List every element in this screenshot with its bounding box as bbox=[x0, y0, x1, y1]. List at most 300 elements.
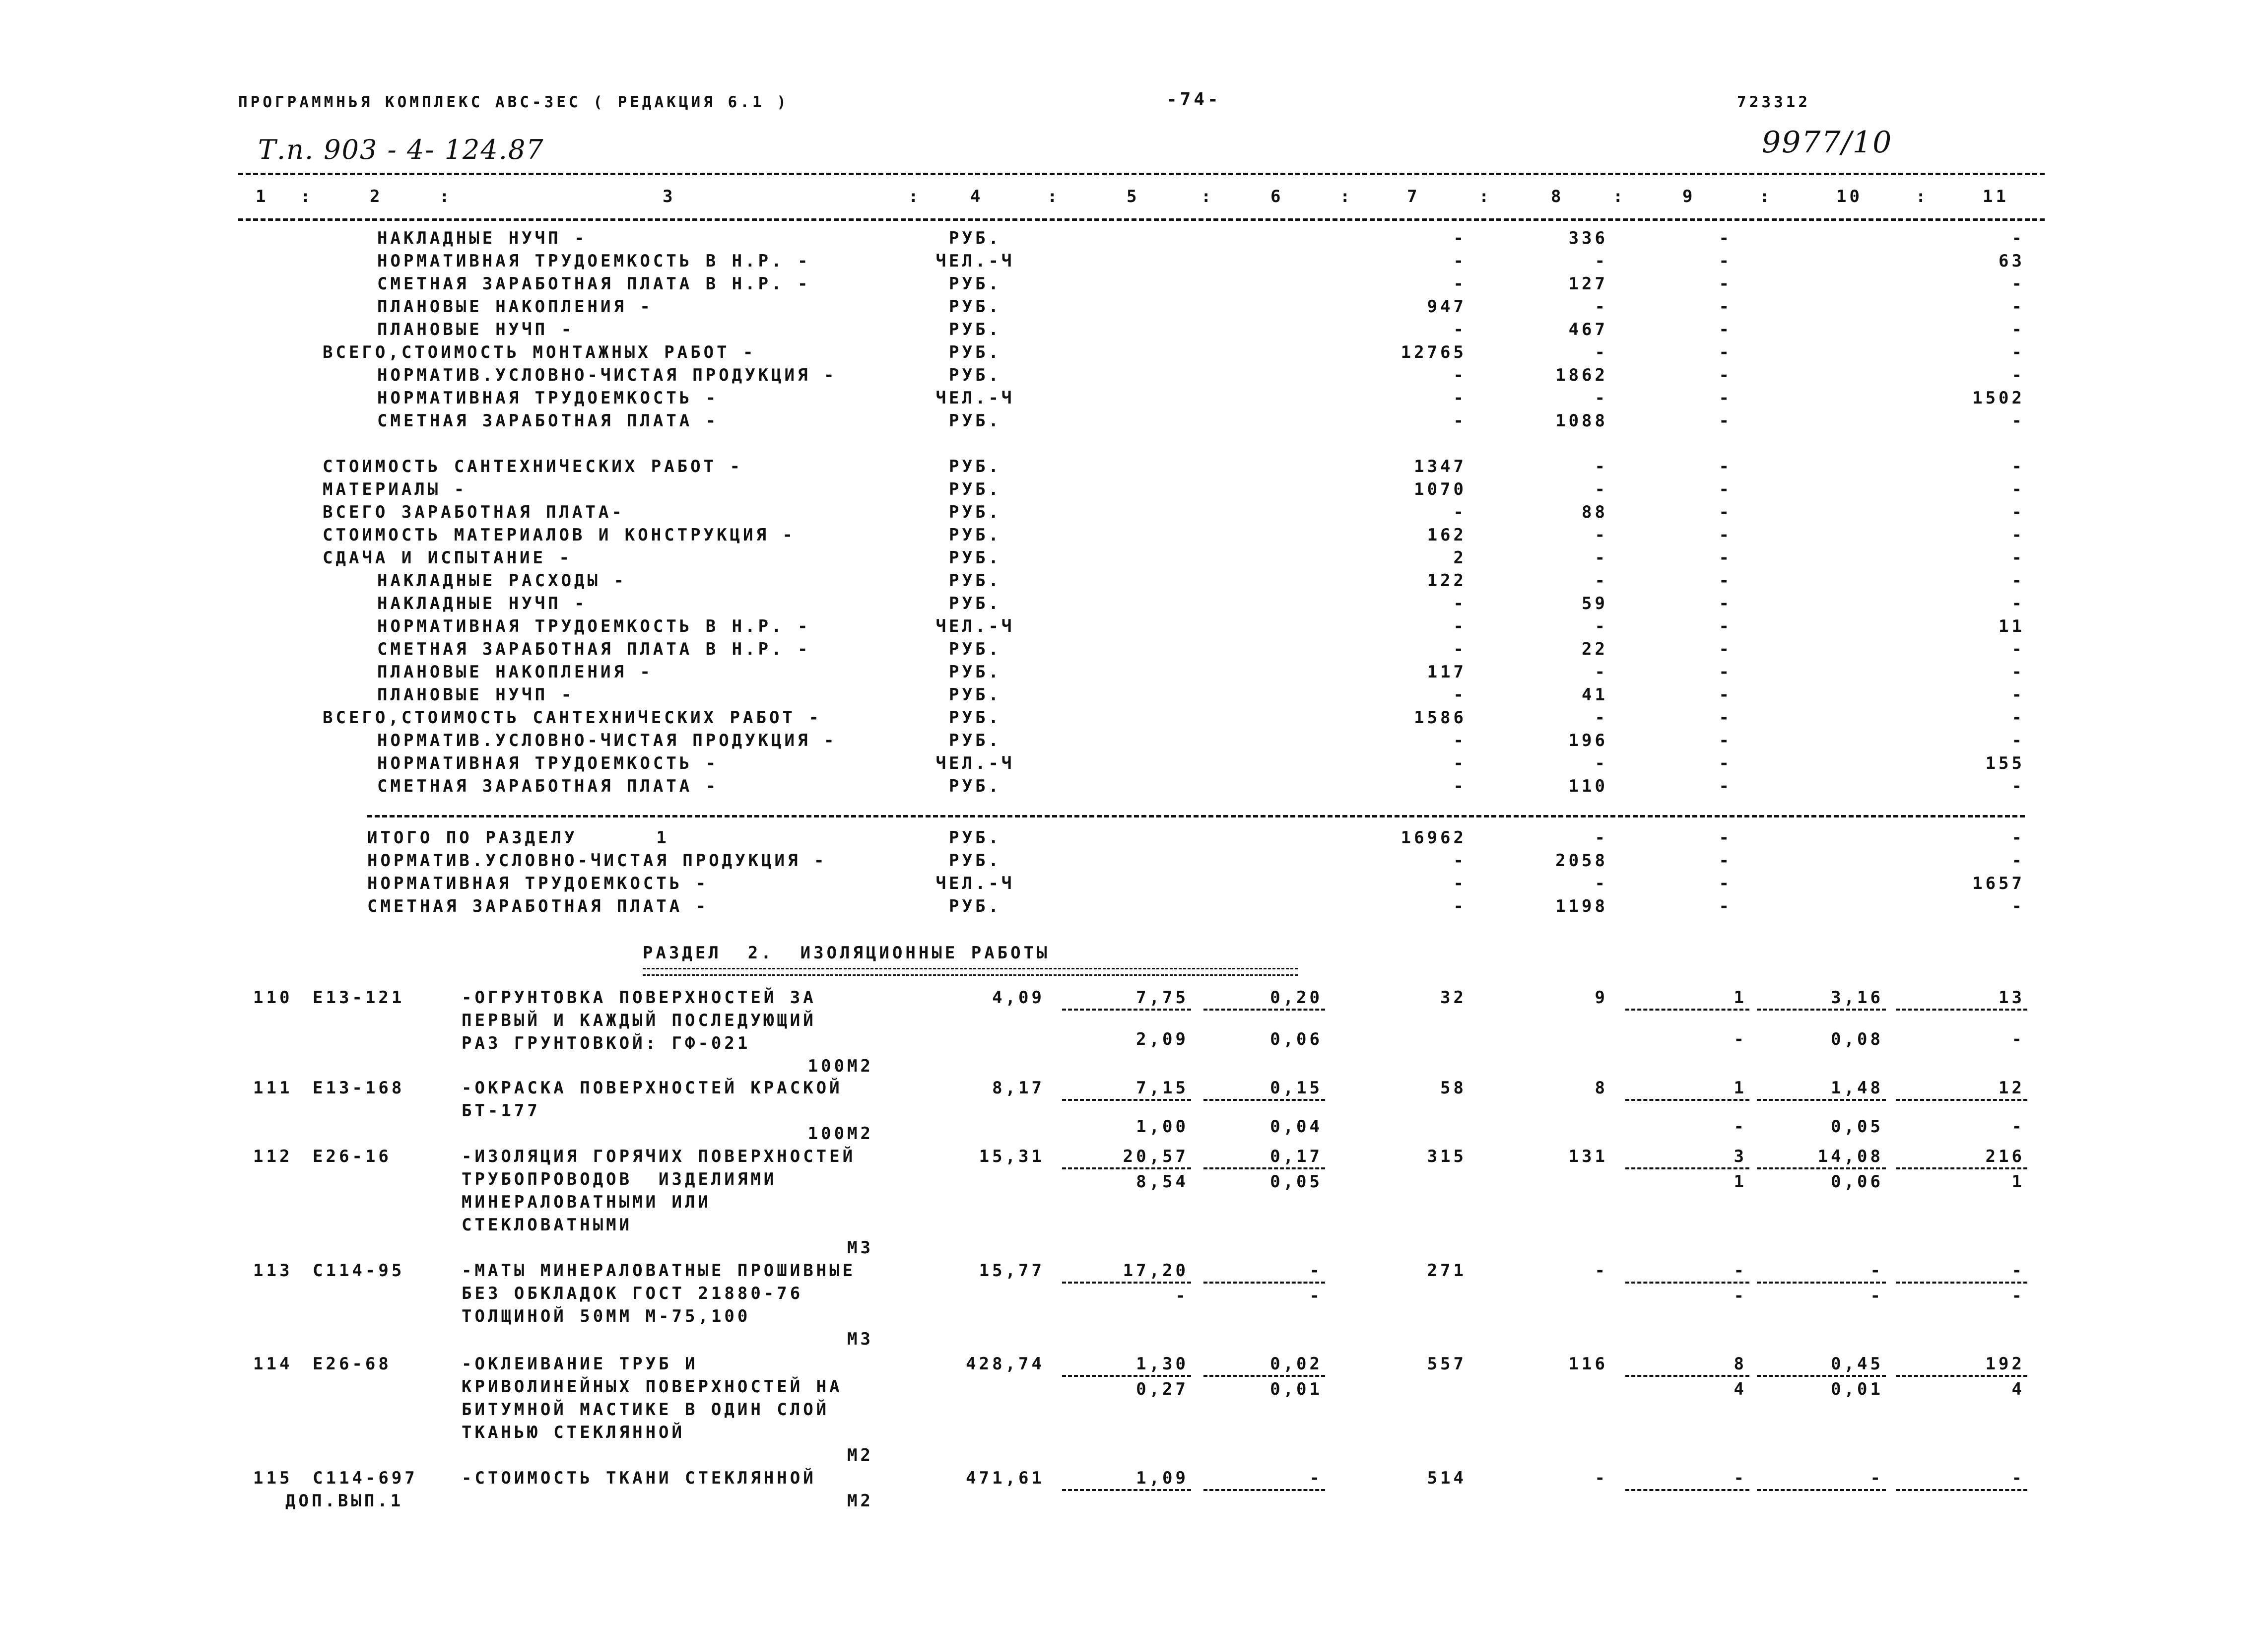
summary-row-col9: - bbox=[1719, 365, 1732, 385]
summary-row-col7: - bbox=[1453, 320, 1467, 340]
item-code: Е26-68 bbox=[313, 1354, 392, 1374]
summary-row-col7: - bbox=[1453, 365, 1467, 385]
section-title: РАЗДЕЛ 2. ИЗОЛЯЦИОННЫЕ РАБОТЫ bbox=[643, 943, 1050, 963]
total-row-col7: 16962 bbox=[1401, 828, 1467, 848]
item-col10-total: - bbox=[1870, 1468, 1883, 1488]
column-number: 7 bbox=[1407, 187, 1420, 206]
summary-row-col9: - bbox=[1719, 228, 1732, 248]
item-unit: М2 bbox=[847, 1491, 873, 1511]
summary-row-label: СТОИМОСТЬ МАТЕРИАЛОВ И КОНСТРУКЦИЯ - bbox=[323, 525, 796, 545]
item-description-line: -МАТЫ МИНЕРАЛОВАТНЫЕ ПРОШИВНЫЕ bbox=[462, 1261, 856, 1281]
column-separator: : bbox=[908, 187, 922, 206]
summary-row-unit: ЧЕЛ.-Ч bbox=[935, 616, 1015, 636]
summary-row-col8: - bbox=[1595, 525, 1608, 545]
summary-row-label: СМЕТНАЯ ЗАРАБОТНАЯ ПЛАТА В Н.Р. - bbox=[377, 274, 811, 294]
item-col6-total: 0,17 bbox=[1270, 1147, 1323, 1166]
total-row-label: НОРМАТИВ.УСЛОВНО-ЧИСТАЯ ПРОДУКЦИЯ - bbox=[367, 851, 827, 871]
item-col5-total: 7,15 bbox=[1136, 1078, 1189, 1098]
item-sub-rule bbox=[1062, 1009, 1191, 1011]
item-description-line: БЕЗ ОБКЛАДОК ГОСТ 21880-76 bbox=[462, 1284, 803, 1303]
item-description-line: РАЗ ГРУНТОВКОЙ: ГФ-021 bbox=[462, 1033, 751, 1053]
summary-row-col8: 1862 bbox=[1555, 365, 1608, 385]
summary-row-col8: - bbox=[1595, 662, 1608, 682]
summary-row-col9: - bbox=[1719, 731, 1732, 750]
item-col7: 514 bbox=[1427, 1468, 1467, 1488]
sheet-reference: 9977/10 bbox=[1762, 125, 1893, 160]
summary-row-col7: 2 bbox=[1453, 548, 1467, 568]
total-row-label: СМЕТНАЯ ЗАРАБОТНАЯ ПЛАТА - bbox=[367, 896, 709, 916]
item-sub-rule bbox=[1203, 1375, 1325, 1377]
item-number: 115 bbox=[253, 1468, 293, 1488]
item-quantity: 428,74 bbox=[966, 1354, 1045, 1374]
summary-row-col11: - bbox=[2011, 776, 2025, 796]
summary-row-col11: - bbox=[2011, 571, 2025, 591]
item-number: 113 bbox=[253, 1261, 293, 1281]
summary-row-label: НОРМАТИВНАЯ ТРУДОЕМКОСТЬ - bbox=[377, 753, 719, 773]
item-col9-wages: - bbox=[1734, 1029, 1747, 1049]
item-sub-rule bbox=[1757, 1282, 1886, 1284]
item-col6-total: - bbox=[1309, 1261, 1323, 1281]
total-row-label: ИТОГО ПО РАЗДЕЛУ 1 bbox=[367, 828, 669, 848]
summary-row-label: СМЕТНАЯ ЗАРАБОТНАЯ ПЛАТА В Н.Р. - bbox=[377, 639, 811, 659]
item-quantity: 8,17 bbox=[992, 1078, 1045, 1098]
summary-row-col11: - bbox=[2011, 708, 2025, 728]
summary-row-col7: - bbox=[1453, 388, 1467, 408]
item-col10-wages: 0,08 bbox=[1831, 1029, 1883, 1049]
item-col9-total: - bbox=[1734, 1261, 1747, 1281]
item-sub-rule bbox=[1896, 1099, 2027, 1101]
item-sub-rule bbox=[1203, 1489, 1325, 1491]
summary-row-col9: - bbox=[1719, 708, 1732, 728]
project-code: Т.п. 903 - 4- 124.87 bbox=[258, 134, 544, 165]
summary-row-col7: 1586 bbox=[1414, 708, 1467, 728]
column-separator: : bbox=[1479, 187, 1492, 206]
summary-row-col7: - bbox=[1453, 502, 1467, 522]
section-title-underline bbox=[643, 968, 1298, 976]
summary-row-col9: - bbox=[1719, 571, 1732, 591]
summary-row-col9: - bbox=[1719, 297, 1732, 317]
column-separator: : bbox=[1201, 187, 1214, 206]
summary-row-col7: - bbox=[1453, 251, 1467, 271]
item-sub-rule bbox=[1757, 1009, 1886, 1011]
section-total-rule bbox=[367, 815, 2025, 817]
summary-row-unit: ЧЕЛ.-Ч bbox=[935, 753, 1015, 773]
item-description-line: -ОГРУНТОВКА ПОВЕРХНОСТЕЙ ЗА bbox=[462, 988, 816, 1008]
item-col9-wages: 1 bbox=[1734, 1172, 1747, 1192]
summary-row-label: ВСЕГО ЗАРАБОТНАЯ ПЛАТА- bbox=[323, 502, 625, 522]
item-col6-wages: - bbox=[1309, 1286, 1323, 1306]
item-quantity: 4,09 bbox=[992, 988, 1045, 1008]
summary-row-col9: - bbox=[1719, 685, 1732, 705]
summary-row-unit: РУБ. bbox=[949, 548, 1001, 568]
summary-row-col7: 947 bbox=[1427, 297, 1467, 317]
column-separator: : bbox=[439, 187, 453, 206]
summary-row-col11: - bbox=[2011, 365, 2025, 385]
summary-row-label: ВСЕГО,СТОИМОСТЬ САНТЕХНИЧЕСКИХ РАБОТ - bbox=[323, 708, 822, 728]
summary-row-col8: - bbox=[1595, 616, 1608, 636]
summary-row-label: ПЛАНОВЫЕ НАКОПЛЕНИЯ - bbox=[377, 297, 653, 317]
summary-row-unit: РУБ. bbox=[949, 662, 1001, 682]
summary-row-col8: - bbox=[1595, 548, 1608, 568]
item-col6-wages: 0,05 bbox=[1270, 1172, 1323, 1192]
item-col5-wages: 1,00 bbox=[1136, 1117, 1189, 1137]
item-col9-total: 3 bbox=[1734, 1147, 1747, 1166]
summary-row-unit: РУБ. bbox=[949, 594, 1001, 613]
summary-row-col11: - bbox=[2011, 662, 2025, 682]
item-col10-total: 1,48 bbox=[1831, 1078, 1883, 1098]
item-col11-total: 192 bbox=[1985, 1354, 2025, 1374]
summary-row-col7: 12765 bbox=[1401, 342, 1467, 362]
summary-row-col8: - bbox=[1595, 571, 1608, 591]
item-description-line: КРИВОЛИНЕЙНЫХ ПОВЕРХНОСТЕЙ НА bbox=[462, 1377, 843, 1397]
item-col8: 8 bbox=[1595, 1078, 1608, 1098]
item-col11-wages: 1 bbox=[2011, 1172, 2025, 1192]
summary-row-col7: - bbox=[1453, 411, 1467, 431]
item-col11-total: 216 bbox=[1985, 1147, 2025, 1166]
summary-row-unit: РУБ. bbox=[949, 571, 1001, 591]
item-col6-wages: 0,01 bbox=[1270, 1379, 1323, 1399]
summary-row-label: СДАЧА И ИСПЫТАНИЕ - bbox=[323, 548, 572, 568]
item-code: С114-95 bbox=[313, 1261, 405, 1281]
summary-row-col8: 88 bbox=[1582, 502, 1608, 522]
summary-row-col7: - bbox=[1453, 639, 1467, 659]
total-row-col8: - bbox=[1595, 874, 1608, 893]
summary-row-col9: - bbox=[1719, 388, 1732, 408]
total-row-col7: - bbox=[1453, 874, 1467, 893]
item-col10-wages: 0,05 bbox=[1831, 1117, 1883, 1137]
program-title: ПРОГРАММНЬЯ КОМПЛЕКС АВС-ЗЕС ( РЕДАКЦИЯ 6.1 ) bbox=[238, 93, 789, 111]
summary-row-col7: - bbox=[1453, 753, 1467, 773]
item-description-line: ТРУБОПРОВОДОВ ИЗДЕЛИЯМИ bbox=[462, 1169, 777, 1189]
item-col9-wages: - bbox=[1734, 1117, 1747, 1137]
item-quantity: 471,61 bbox=[966, 1468, 1045, 1488]
column-number: 3 bbox=[663, 187, 676, 206]
summary-row-unit: ЧЕЛ.-Ч bbox=[935, 388, 1015, 408]
summary-row-unit: РУБ. bbox=[949, 411, 1001, 431]
summary-row-col9: - bbox=[1719, 342, 1732, 362]
summary-row-unit: РУБ. bbox=[949, 342, 1001, 362]
column-separator: : bbox=[300, 187, 314, 206]
item-sub-rule bbox=[1757, 1099, 1886, 1101]
summary-row-col11: 1502 bbox=[1972, 388, 2025, 408]
summary-row-col9: - bbox=[1719, 525, 1732, 545]
summary-row-unit: РУБ. bbox=[949, 776, 1001, 796]
item-col9-total: 1 bbox=[1734, 1078, 1747, 1098]
summary-row-col11: - bbox=[2011, 479, 2025, 499]
item-number: 114 bbox=[253, 1354, 293, 1374]
summary-row-col9: - bbox=[1719, 502, 1732, 522]
summary-row-col9: - bbox=[1719, 457, 1732, 476]
summary-row-col11: - bbox=[2011, 411, 2025, 431]
total-row-unit: РУБ. bbox=[949, 851, 1001, 871]
summary-row-col11: - bbox=[2011, 525, 2025, 545]
item-sub-rule bbox=[1625, 1375, 1749, 1377]
summary-row-label: СТОИМОСТЬ САНТЕХНИЧЕСКИХ РАБОТ - bbox=[323, 457, 743, 476]
item-description-line: ТКАНЬЮ СТЕКЛЯННОЙ bbox=[462, 1423, 685, 1442]
total-row-col7: - bbox=[1453, 896, 1467, 916]
item-col7: 58 bbox=[1440, 1078, 1467, 1098]
item-code-note: ДОП.ВЫП.1 bbox=[285, 1491, 404, 1511]
summary-row-col7: 162 bbox=[1427, 525, 1467, 545]
column-number: 5 bbox=[1127, 187, 1140, 206]
item-col8: - bbox=[1595, 1468, 1608, 1488]
summary-row-col11: 63 bbox=[1999, 251, 2025, 271]
item-col5-total: 1,09 bbox=[1136, 1468, 1189, 1488]
item-col9-total: 8 bbox=[1734, 1354, 1747, 1374]
column-separator: : bbox=[1047, 187, 1061, 206]
summary-row-col8: - bbox=[1595, 297, 1608, 317]
summary-row-col11: - bbox=[2011, 594, 2025, 613]
summary-row-col7: - bbox=[1453, 731, 1467, 750]
summary-row-label: ПЛАНОВЫЕ НАКОПЛЕНИЯ - bbox=[377, 662, 653, 682]
item-quantity: 15,31 bbox=[979, 1147, 1045, 1166]
item-col7: 271 bbox=[1427, 1261, 1467, 1281]
item-col7: 32 bbox=[1440, 988, 1467, 1008]
item-sub-rule bbox=[1203, 1282, 1325, 1284]
summary-row-col9: - bbox=[1719, 639, 1732, 659]
column-number: 10 bbox=[1836, 187, 1863, 206]
item-unit: 100М2 bbox=[807, 1056, 873, 1076]
item-sub-rule bbox=[1625, 1099, 1749, 1101]
item-sub-rule bbox=[1757, 1375, 1886, 1377]
summary-row-label: ВСЕГО,СТОИМОСТЬ МОНТАЖНЫХ РАБОТ - bbox=[323, 342, 756, 362]
total-row-unit: РУБ. bbox=[949, 828, 1001, 848]
total-row-label: НОРМАТИВНАЯ ТРУДОЕМКОСТЬ - bbox=[367, 874, 709, 893]
summary-row-unit: РУБ. bbox=[949, 525, 1001, 545]
item-description-line: МИНЕРАЛОВАТНЫМИ ИЛИ bbox=[462, 1192, 711, 1212]
item-sub-rule bbox=[1062, 1375, 1191, 1377]
summary-row-col11: - bbox=[2011, 320, 2025, 340]
item-sub-rule bbox=[1896, 1375, 2027, 1377]
summary-row-label: НОРМАТИВНАЯ ТРУДОЕМКОСТЬ В Н.Р. - bbox=[377, 251, 811, 271]
summary-row-label: МАТЕРИАЛЫ - bbox=[323, 479, 467, 499]
item-description-line: -СТОИМОСТЬ ТКАНИ СТЕКЛЯННОЙ bbox=[462, 1468, 816, 1488]
item-col9-wages: 4 bbox=[1734, 1379, 1747, 1399]
item-col11-total: - bbox=[2011, 1261, 2025, 1281]
item-col5-total: 20,57 bbox=[1123, 1147, 1189, 1166]
total-row-col9: - bbox=[1719, 828, 1732, 848]
summary-row-col8: - bbox=[1595, 753, 1608, 773]
item-sub-rule bbox=[1062, 1282, 1191, 1284]
item-col5-total: 1,30 bbox=[1136, 1354, 1189, 1374]
summary-row-col7: - bbox=[1453, 616, 1467, 636]
item-sub-rule bbox=[1625, 1489, 1749, 1491]
summary-row-col11: - bbox=[2011, 274, 2025, 294]
summary-row-col9: - bbox=[1719, 479, 1732, 499]
item-col10-total: 0,45 bbox=[1831, 1354, 1883, 1374]
summary-row-label: НОРМАТИВНАЯ ТРУДОЕМКОСТЬ В Н.Р. - bbox=[377, 616, 811, 636]
item-col5-total: 7,75 bbox=[1136, 988, 1189, 1008]
item-col5-wages: - bbox=[1175, 1286, 1189, 1306]
item-col8: 9 bbox=[1595, 988, 1608, 1008]
item-unit: М2 bbox=[847, 1445, 873, 1465]
item-col8: 116 bbox=[1568, 1354, 1608, 1374]
summary-row-col8: - bbox=[1595, 342, 1608, 362]
summary-row-unit: РУБ. bbox=[949, 320, 1001, 340]
total-row-col9: - bbox=[1719, 851, 1732, 871]
summary-row-col11: - bbox=[2011, 639, 2025, 659]
document-code: 723312 bbox=[1737, 93, 1810, 111]
summary-row-col9: - bbox=[1719, 662, 1732, 682]
total-row-unit: ЧЕЛ.-Ч bbox=[935, 874, 1015, 893]
summary-row-label: НАКЛАДНЫЕ НУЧП - bbox=[377, 594, 588, 613]
total-row-col9: - bbox=[1719, 896, 1732, 916]
summary-row-col9: - bbox=[1719, 753, 1732, 773]
summary-row-col8: 59 bbox=[1582, 594, 1608, 613]
summary-row-unit: РУБ. bbox=[949, 639, 1001, 659]
column-number: 4 bbox=[970, 187, 984, 206]
item-description-line: -ОКЛЕИВАНИЕ ТРУБ И bbox=[462, 1354, 698, 1374]
total-row-col11: - bbox=[2011, 896, 2025, 916]
summary-row-col11: - bbox=[2011, 548, 2025, 568]
summary-row-col9: - bbox=[1719, 548, 1732, 568]
item-col5-wages: 2,09 bbox=[1136, 1029, 1189, 1049]
item-description-line: СТЕКЛОВАТНЫМИ bbox=[462, 1215, 633, 1235]
summary-row-col11: 155 bbox=[1985, 753, 2025, 773]
summary-row-unit: РУБ. bbox=[949, 228, 1001, 248]
item-sub-rule bbox=[1203, 1009, 1325, 1011]
item-col5-total: 17,20 bbox=[1123, 1261, 1189, 1281]
summary-row-unit: РУБ. bbox=[949, 685, 1001, 705]
column-number: 6 bbox=[1270, 187, 1284, 206]
item-col10-wages: 0,01 bbox=[1831, 1379, 1883, 1399]
summary-row-col8: - bbox=[1595, 708, 1608, 728]
summary-row-label: ПЛАНОВЫЕ НУЧП - bbox=[377, 685, 575, 705]
total-row-col11: 1657 bbox=[1972, 874, 2025, 893]
summary-row-label: СМЕТНАЯ ЗАРАБОТНАЯ ПЛАТА - bbox=[377, 776, 719, 796]
summary-row-col11: - bbox=[2011, 685, 2025, 705]
item-col6-total: 0,20 bbox=[1270, 988, 1323, 1008]
summary-row-col8: 127 bbox=[1568, 274, 1608, 294]
summary-row-col11: - bbox=[2011, 228, 2025, 248]
item-number: 110 bbox=[253, 988, 293, 1008]
column-separator: : bbox=[1916, 187, 1929, 206]
item-col11-wages: - bbox=[2011, 1117, 2025, 1137]
item-description-line: ТОЛЩИНОЙ 50ММ М-75,100 bbox=[462, 1306, 751, 1326]
summary-row-col7: 117 bbox=[1427, 662, 1467, 682]
item-col5-wages: 0,27 bbox=[1136, 1379, 1189, 1399]
item-sub-rule bbox=[1757, 1167, 1886, 1169]
summary-row-unit: РУБ. bbox=[949, 457, 1001, 476]
summary-row-label: НОРМАТИВ.УСЛОВНО-ЧИСТАЯ ПРОДУКЦИЯ - bbox=[377, 365, 837, 385]
total-row-col8: 1198 bbox=[1555, 896, 1608, 916]
summary-row-unit: РУБ. bbox=[949, 479, 1001, 499]
summary-row-col11: - bbox=[2011, 502, 2025, 522]
summary-row-col8: - bbox=[1595, 479, 1608, 499]
total-row-col11: - bbox=[2011, 851, 2025, 871]
column-number: 2 bbox=[370, 187, 383, 206]
item-sub-rule bbox=[1896, 1167, 2027, 1169]
summary-row-label: НАКЛАДНЫЕ РАСХОДЫ - bbox=[377, 571, 627, 591]
summary-row-col11: - bbox=[2011, 297, 2025, 317]
column-separator: : bbox=[1759, 187, 1773, 206]
summary-row-col8: 1088 bbox=[1555, 411, 1608, 431]
item-sub-rule bbox=[1203, 1099, 1325, 1101]
summary-row-col7: 1347 bbox=[1414, 457, 1467, 476]
item-sub-rule bbox=[1896, 1282, 2027, 1284]
item-col8: 131 bbox=[1568, 1147, 1608, 1166]
item-unit: 100М2 bbox=[807, 1124, 873, 1144]
item-col10-wages: 0,06 bbox=[1831, 1172, 1883, 1192]
summary-row-col7: 122 bbox=[1427, 571, 1467, 591]
summary-row-col11: - bbox=[2011, 342, 2025, 362]
item-sub-rule bbox=[1896, 1009, 2027, 1011]
top-rule bbox=[238, 173, 2045, 175]
total-row-col9: - bbox=[1719, 874, 1732, 893]
item-col10-total: - bbox=[1870, 1261, 1883, 1281]
item-sub-rule bbox=[1625, 1282, 1749, 1284]
summary-row-col7: - bbox=[1453, 776, 1467, 796]
total-row-col8: 2058 bbox=[1555, 851, 1608, 871]
summary-row-unit: РУБ. bbox=[949, 502, 1001, 522]
summary-row-col8: 336 bbox=[1568, 228, 1608, 248]
summary-row-col8: 110 bbox=[1568, 776, 1608, 796]
summary-row-col7: - bbox=[1453, 685, 1467, 705]
total-row-col11: - bbox=[2011, 828, 2025, 848]
page-number: -74- bbox=[1166, 89, 1221, 110]
item-sub-rule bbox=[1757, 1489, 1886, 1491]
summary-row-col9: - bbox=[1719, 411, 1732, 431]
summary-row-col7: 1070 bbox=[1414, 479, 1467, 499]
summary-row-col9: - bbox=[1719, 274, 1732, 294]
item-col9-total: - bbox=[1734, 1468, 1747, 1488]
summary-row-unit: РУБ. bbox=[949, 731, 1001, 750]
item-col6-wages: 0,04 bbox=[1270, 1117, 1323, 1137]
summary-row-col9: - bbox=[1719, 251, 1732, 271]
column-separator: : bbox=[1613, 187, 1626, 206]
column-number: 9 bbox=[1682, 187, 1696, 206]
item-col6-total: - bbox=[1309, 1468, 1323, 1488]
summary-row-unit: РУБ. bbox=[949, 365, 1001, 385]
column-separator: : bbox=[1340, 187, 1353, 206]
summary-row-col8: 467 bbox=[1568, 320, 1608, 340]
header-rule bbox=[238, 218, 2045, 221]
item-unit: М3 bbox=[847, 1238, 873, 1258]
item-col10-total: 14,08 bbox=[1817, 1147, 1883, 1166]
item-sub-rule bbox=[1062, 1099, 1191, 1101]
summary-row-col7: - bbox=[1453, 228, 1467, 248]
item-number: 111 bbox=[253, 1078, 293, 1098]
item-col11-total: 12 bbox=[1999, 1078, 2025, 1098]
item-sub-rule bbox=[1625, 1167, 1749, 1169]
item-code: С114-697 bbox=[313, 1468, 418, 1488]
summary-row-unit: РУБ. bbox=[949, 708, 1001, 728]
summary-row-col9: - bbox=[1719, 776, 1732, 796]
summary-row-col8: - bbox=[1595, 457, 1608, 476]
summary-row-unit: РУБ. bbox=[949, 297, 1001, 317]
item-sub-rule bbox=[1625, 1009, 1749, 1011]
summary-row-col8: 22 bbox=[1582, 639, 1608, 659]
item-code: Е13-168 bbox=[313, 1078, 405, 1098]
summary-row-label: НОРМАТИВ.УСЛОВНО-ЧИСТАЯ ПРОДУКЦИЯ - bbox=[377, 731, 837, 750]
item-col7: 557 bbox=[1427, 1354, 1467, 1374]
item-code: Е13-121 bbox=[313, 988, 405, 1008]
item-quantity: 15,77 bbox=[979, 1261, 1045, 1281]
item-col11-wages: 4 bbox=[2011, 1379, 2025, 1399]
item-description-line: БИТУМНОЙ МАСТИКЕ В ОДИН СЛОЙ bbox=[462, 1400, 830, 1420]
item-col11-wages: - bbox=[2011, 1286, 2025, 1306]
summary-row-label: ПЛАНОВЫЕ НУЧП - bbox=[377, 320, 575, 340]
item-col11-total: - bbox=[2011, 1468, 2025, 1488]
item-description-line: -ИЗОЛЯЦИЯ ГОРЯЧИХ ПОВЕРХНОСТЕЙ bbox=[462, 1147, 856, 1166]
summary-row-col11: - bbox=[2011, 731, 2025, 750]
item-code: Е26-16 bbox=[313, 1147, 392, 1166]
summary-row-col7: - bbox=[1453, 274, 1467, 294]
item-number: 112 bbox=[253, 1147, 293, 1166]
column-number: 11 bbox=[1983, 187, 2009, 206]
item-description-line: БТ-177 bbox=[462, 1101, 540, 1121]
item-sub-rule bbox=[1203, 1167, 1325, 1169]
